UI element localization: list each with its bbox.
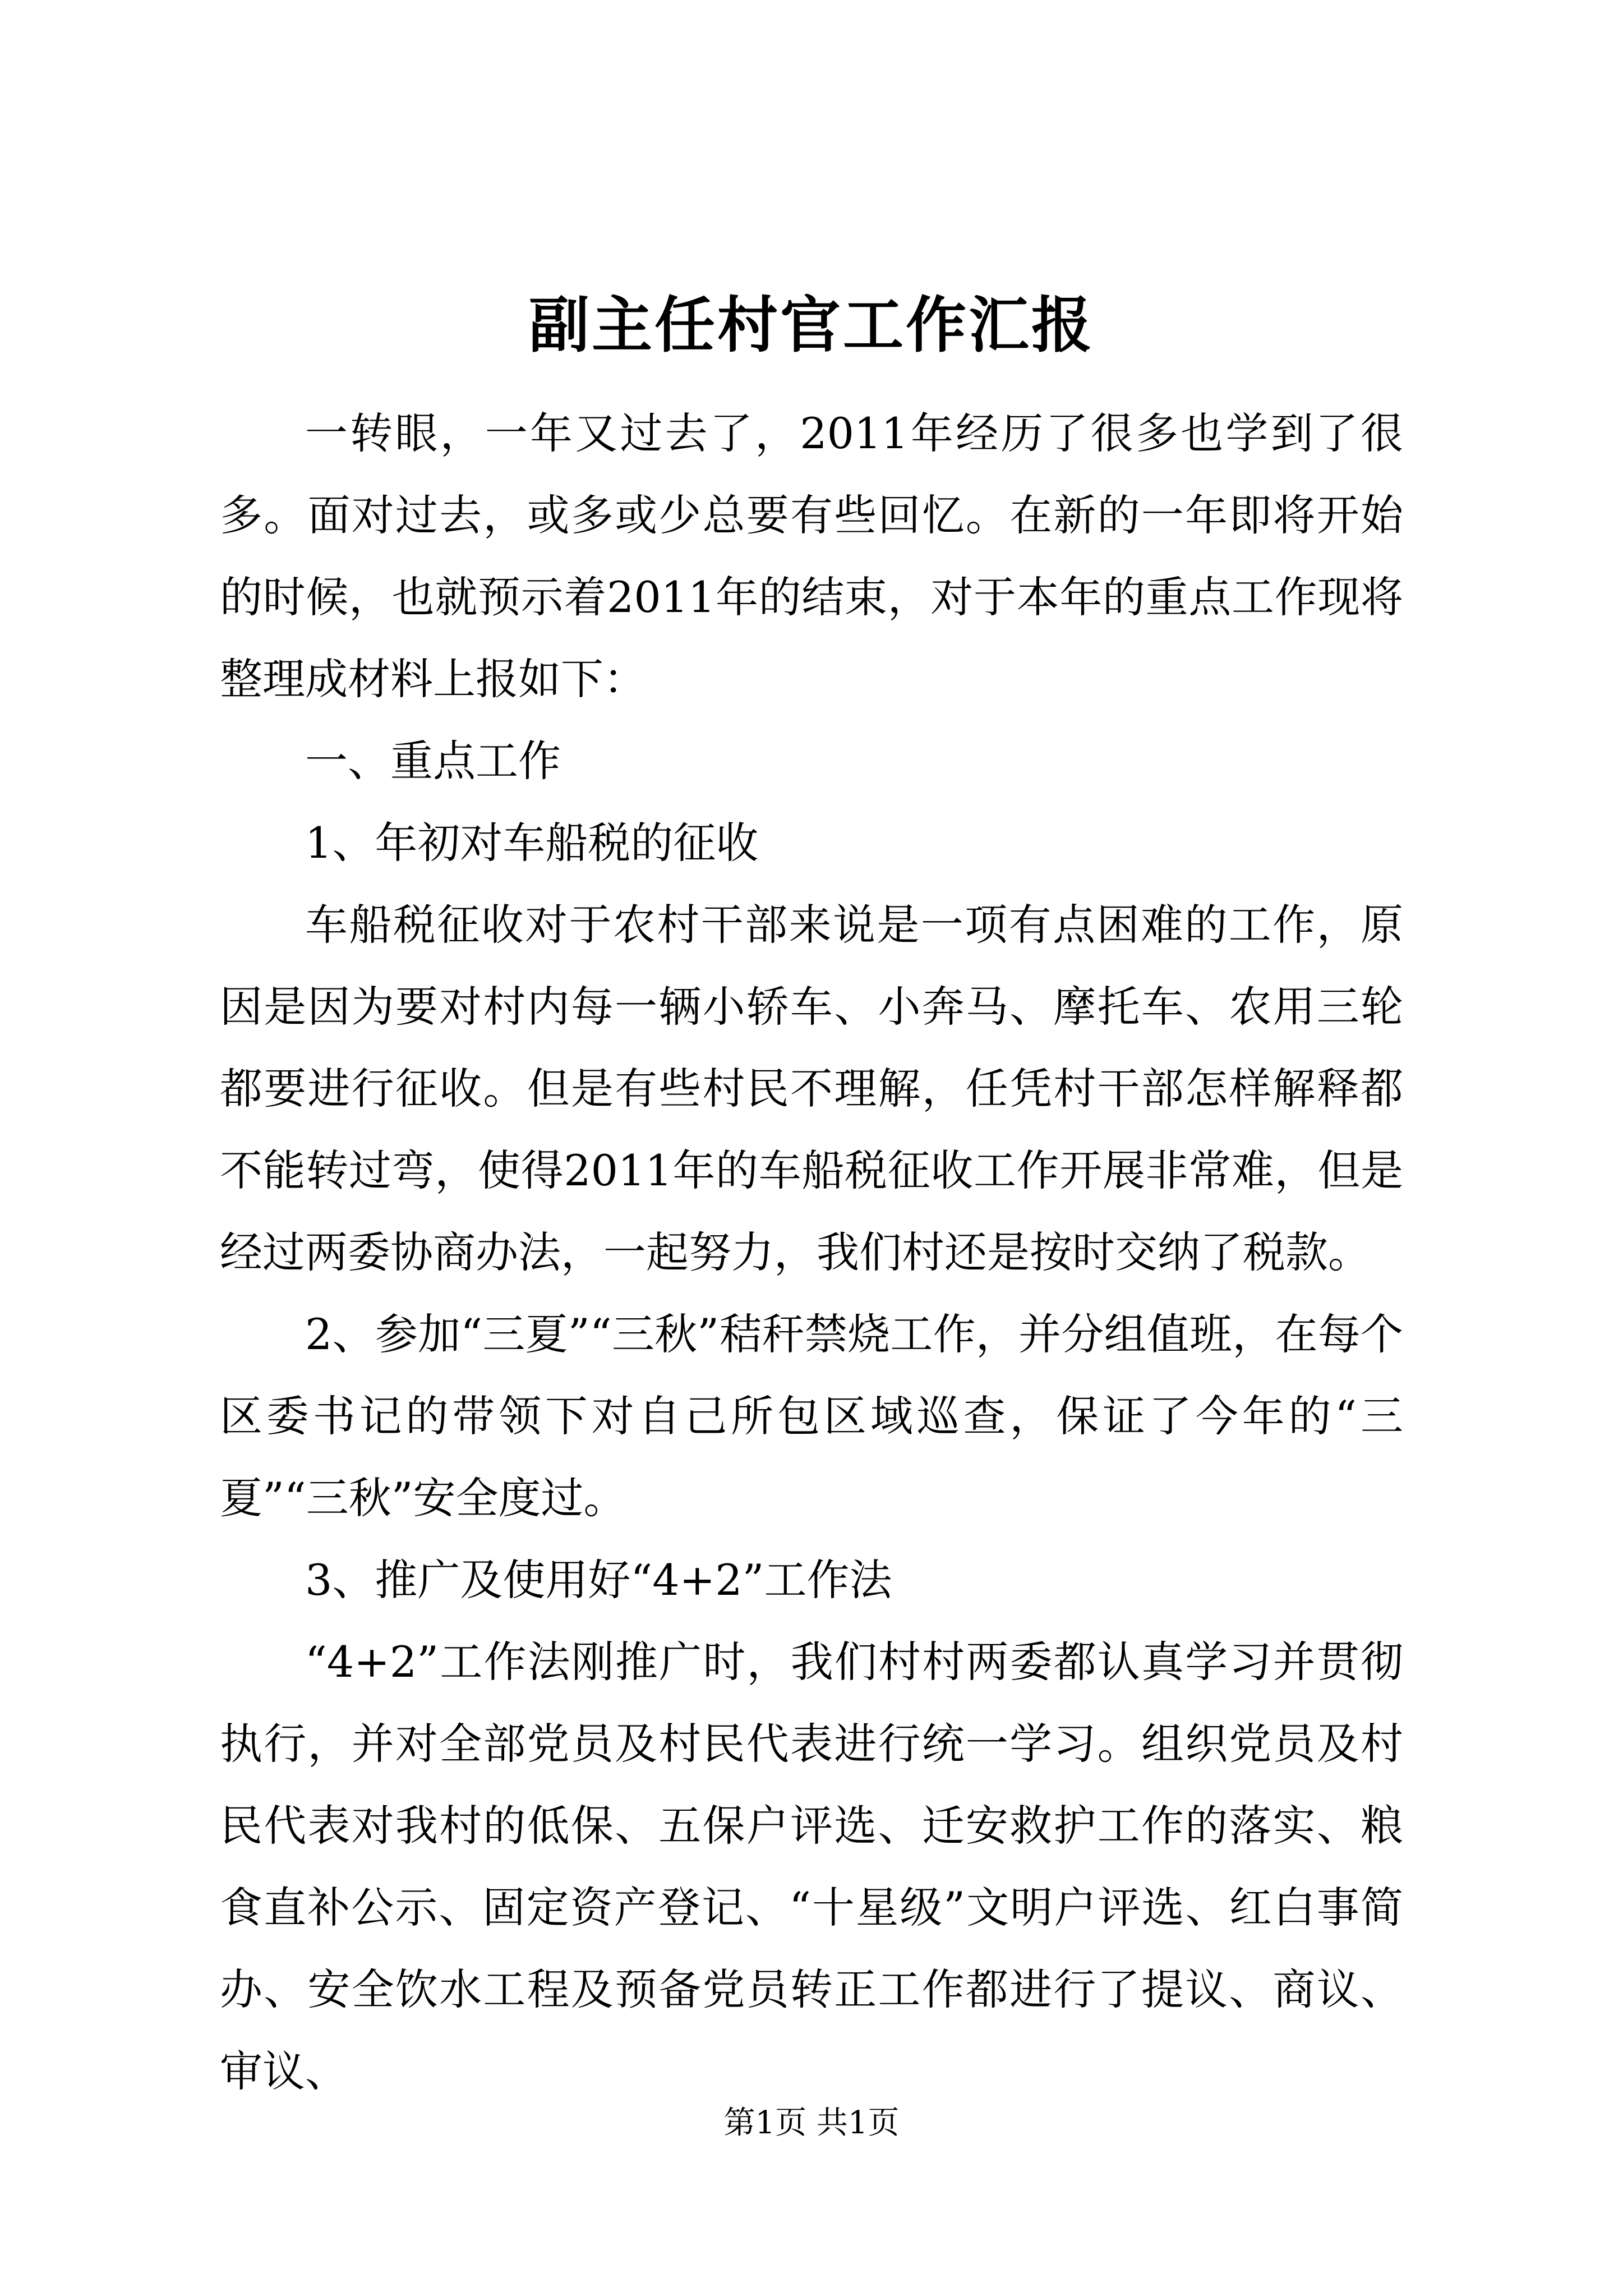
paragraph-vehicle-tax: 车船税征收对于农村干部来说是一项有点困难的工作，原因是因为要对村内每一辆小轿车、小奔马、摩托车、农用三轮都要进行征收。但是有些村民不理解，任凭村干部怎样解释都不能转过弯，使得2011年的车船税征收工作开展非常难，但是经过两委协商办法，一起努力，我们村还是按时交纳了税款。	[220, 900, 1403, 1277]
paragraph-work-method: “4+2”工作法刚推广时，我们村村两委都认真学习并贯彻执行，并对全部党员及村民代表进行统一学习。组织党员及村民代表对我村的低保、五保户评选、迁安救护工作的落实、粮食直补公示、固定资产登记、“十星级”文明户评选、红白事简办、安全饮水工程及预备党员转正工作都进行了提议、商议、审议、	[220, 1637, 1403, 2096]
document-title: 副主任村官工作汇报	[528, 290, 1094, 361]
document-body	[220, 393, 1403, 2113]
page-number-footer: 第1页 共1页	[723, 2105, 900, 2141]
paragraph-intro: 一转眼，一年又过去了，2011年经历了很多也学到了很多。面对过去，或多或少总要有些回忆。在新的一年即将开始的时候，也就预示着2011年的结束，对于本年的重点工作现将整理成材料上报如下：	[220, 408, 1403, 704]
section-heading-key-work: 一、重点工作	[305, 736, 561, 786]
item-heading-vehicle-tax: 1、年初对车船税的征收	[305, 818, 759, 868]
item-heading-work-method: 3、推广及使用好“4+2”工作法	[305, 1555, 892, 1605]
paragraph-straw-burning: 2、参加“三夏”“三秋”秸秆禁烧工作，并分组值班，在每个区委书记的带领下对自己所包区域巡查，保证了今年的“三夏”“三秋”安全度过。	[220, 1309, 1403, 1523]
